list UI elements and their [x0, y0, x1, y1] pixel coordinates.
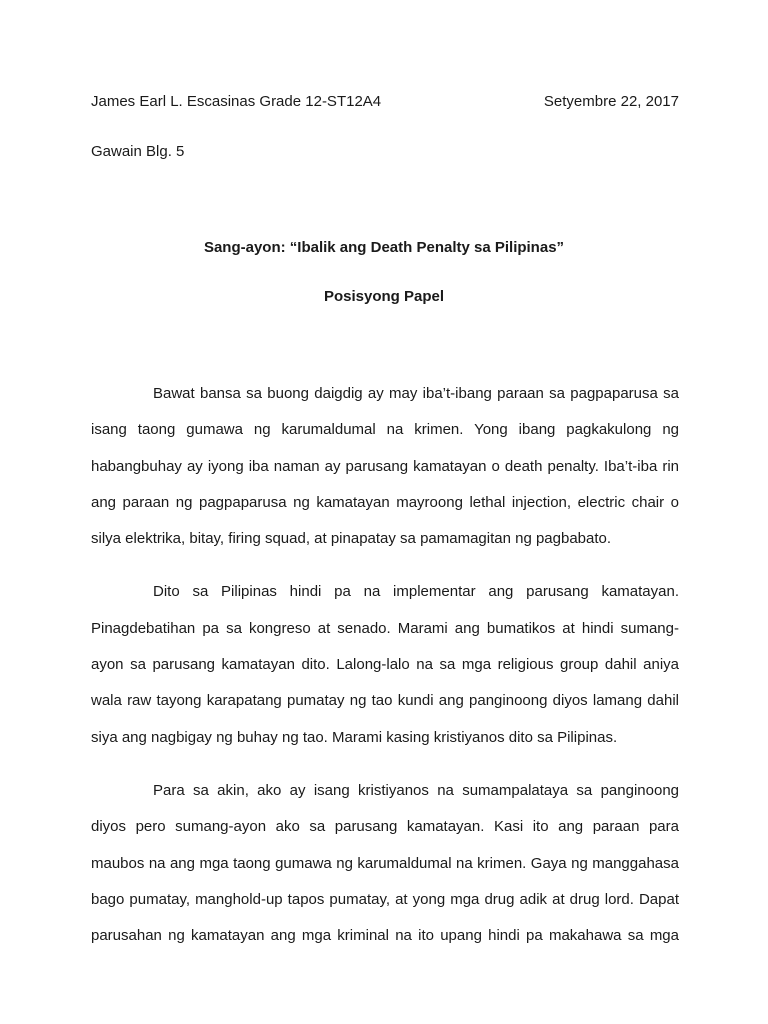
paragraph-line: wala raw tayong karapatang pumatay ng tao kundi ang panginoong diyos lamang dahil — [91, 692, 679, 710]
document-subtitle: Posisyong Papel — [323, 288, 445, 305]
author-grade: James Earl L. Escasinas Grade 12-ST12A4 — [91, 93, 382, 110]
paragraph-line: siya ang nagbigay ng buhay ng tao. Marami kasing kristiyanos dito sa Pilipinas. — [91, 728, 618, 746]
paragraph-line: Dito sa Pilipinas hindi pa na implementar ang parusang kamatayan. — [153, 583, 679, 601]
paragraph-3 — [91, 773, 679, 954]
paragraph-line: ayon sa parusang kamatayan dito. Lalong-lalo na sa mga religious group dahil aniya — [91, 656, 679, 674]
paragraph-line: Pinagdebatihan pa sa kongreso at senado. Marami ang bumatikos at hindi sumang- — [91, 619, 679, 637]
paragraph-line: bago pumatay, manghold-up tapos pumatay, at yong mga drug adik at drug lord. Dapat — [91, 890, 679, 908]
paragraph-2 — [91, 574, 679, 755]
paragraph-line: Para sa akin, ako ay isang kristiyanos na sumampalataya sa panginoong — [153, 781, 679, 799]
paragraph-1 — [91, 376, 679, 557]
document-body — [91, 376, 679, 954]
paragraph-line: ang paraan ng pagpaparusa ng kamatayan mayroong lethal injection, electric chair o — [91, 493, 679, 511]
paragraph-line: Bawat bansa sa buong daigdig ay may iba’t-ibang paraan sa pagpaparusa sa — [153, 385, 679, 402]
paragraph-line: silya elektrika, bitay, firing squad, at pinapatay sa pamamagitan ng pagbabato. — [91, 530, 612, 548]
paragraph-line: parusahan ng kamatayan ang mga kriminal na ito upang hindi pa makahawa sa mga — [91, 927, 679, 945]
document-title: Sang-ayon: “Ibalik ang Death Penalty sa Pilipinas” — [203, 239, 565, 256]
document-header — [91, 90, 679, 114]
paragraph-line: habangbuhay ay iyong iba naman ay parusang kamatayan o death penalty. Iba’t-iba rin — [91, 457, 679, 475]
paragraph-line: diyos pero sumang-ayon ako sa parusang kamatayan. Kasi ito ang paraan para — [91, 818, 679, 836]
activity-number: Gawain Blg. 5 — [91, 143, 185, 160]
paragraph-line: maubos na ang mga taong gumawa ng karumaldumal na krimen. Gaya ng manggahasa — [91, 854, 679, 872]
paragraph-line: isang taong gumawa ng karumaldumal na krimen. Yong ibang pagkakulong ng — [91, 421, 679, 439]
document-date: Setyembre 22, 2017 — [543, 93, 679, 110]
